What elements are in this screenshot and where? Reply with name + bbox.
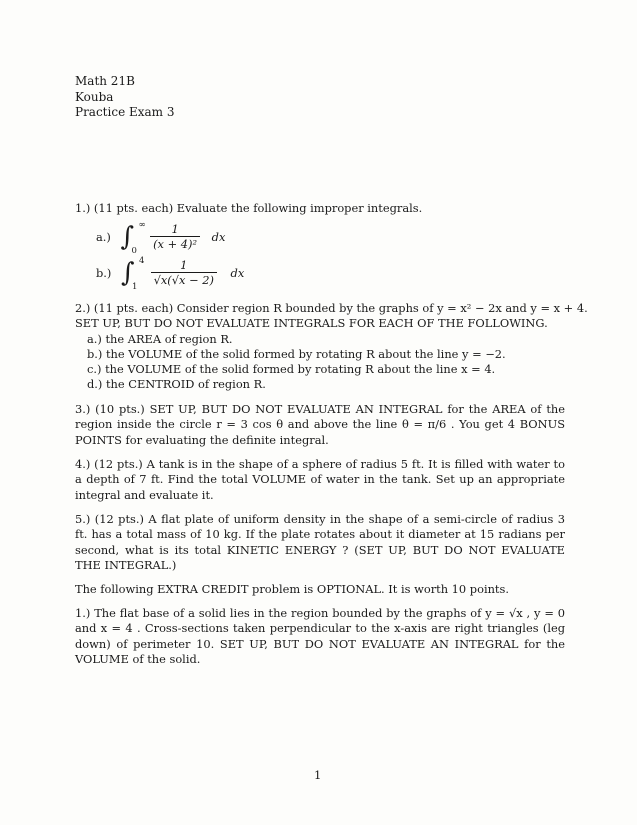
instructor-name: Kouba [75,89,114,104]
page-number: 1 [314,768,322,782]
exam-title: Practice Exam 3 [75,105,175,119]
course-name: Math 21B [75,74,135,88]
q2-item-b: b.) the VOLUME of the solid formed by rotating R about the line y = −2. [87,346,506,361]
q2-item-a: a.) the AREA of region R. [87,331,233,346]
q1b-integral [96,256,245,292]
q1b-fraction [151,259,217,287]
q2-items [75,332,565,393]
q1b-numerator: 1 [151,259,217,273]
q5-text: 5.) (12 pts.) A flat plate of uniform density in the shape of a semi-circle of radius 3 ft. has a total mass of 10 kg. If the plate rotates about it diameter at 15 radians per second, what is its total KINETIC ENERGY ? (SET UP, BUT DO NOT EVALUATE THE INTEGRAL.) [75,512,565,572]
q2-block [75,301,588,393]
q1a-label: a.) [96,230,111,244]
q1a-upper-limit: ∞ [138,220,146,230]
q1a-numerator: 1 [150,223,200,237]
q1b-lower-limit: 1 [131,282,138,292]
extra-credit-intro: The following EXTRA CREDIT problem is OPTIONAL. It is worth 10 points. [75,582,509,596]
q2-item-c: c.) the VOLUME of the solid formed by rotating R about the line x = 4. [87,362,496,377]
q1b-upper-limit: 4 [138,256,145,266]
q1b-dx: dx [230,266,245,280]
q1b-label: b.) [96,266,112,280]
q1a-denominator: (x + 4)² [153,237,198,251]
integral-sign-icon: ∫ [120,258,135,288]
q2-line1: 2.) (11 pts. each) Consider region R bounded by the graphs of y = x² − 2x and y = x + 4. [75,301,588,315]
q2-item-d: d.) the CENTROID of region R. [87,377,266,392]
q1-prompt: 1.) (11 pts. each) Evaluate the following improper integrals. [75,201,423,215]
q1a-lower-limit: 0 [131,246,137,256]
extra-credit-text: 1.) The flat base of a solid lies in the region bounded by the graphs of y = √x , y = 0 and x = 4 . Cross-sections taken perpendicular to the x-axis are right triangles (leg down) of perimeter 10. SET UP, BUT DO NOT EVALUATE AN INTEGRAL for the VOLUME of the solid. [75,606,565,666]
q2-line2: SET UP, BUT DO NOT EVALUATE INTEGRALS FOR EACH OF THE FOLLOWING. [75,316,548,331]
q1a-integral [96,220,226,256]
q4-text: 4.) (12 pts.) A tank is in the shape of a sphere of radius 5 ft. It is filled with water to a depth of 7 ft. Find the total VOLUME of water in the tank. Set up an appropriate integral and evaluate it. [75,457,565,502]
q1a-dx: dx [211,230,226,244]
q3-text: 3.) (10 pts.) SET UP, BUT DO NOT EVALUATE AN INTEGRAL for the AREA of the region inside the circle r = 3 cos θ and above the line θ = π/6 . You get 4 BONUS POINTS for evaluating the definite integral. [75,402,565,447]
q1a-fraction [150,223,200,251]
q1b-denominator: √x(√x − 2) [153,273,214,287]
integral-sign-icon: ∫ [120,222,135,252]
header [75,74,175,121]
